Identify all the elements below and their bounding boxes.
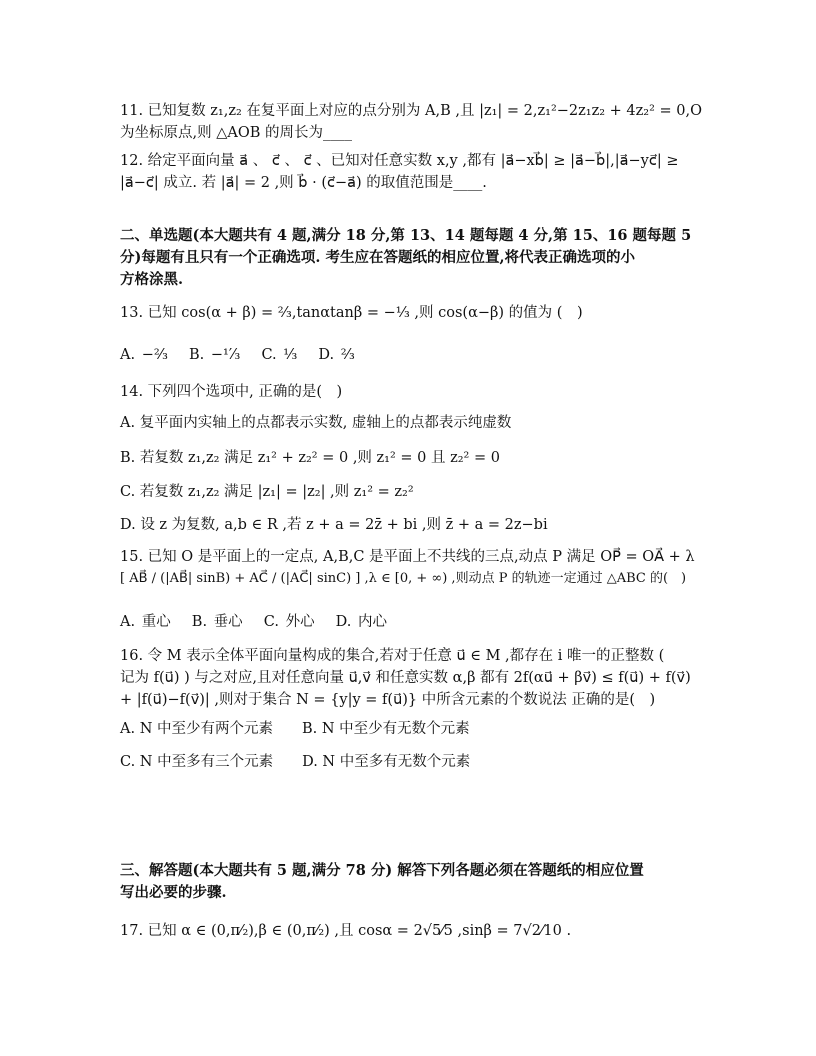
section-3-heading bbox=[120, 860, 700, 904]
q14-option-a: A. 复平面内实轴上的点都表示实数, 虚轴上的点都表示纯虚数 bbox=[120, 415, 512, 431]
q15-line1: 15. 已知 O 是平面上的一定点, A,B,C 是平面上不共线的三点,动点 P 满足 OP⃗ = OA⃗ + λ bbox=[120, 549, 695, 565]
q12-line2: |a⃗−c⃗| 成立. 若 |a⃗| = 2 ,则 b⃗ · (c⃗−a⃗) 的取值范围是____. bbox=[120, 175, 487, 191]
section3-line1: 三、解答题(本大题共有 5 题,满分 78 分) 解答下列各题必须在答题纸的相应位置 bbox=[120, 862, 644, 879]
section3-line2: 写出必要的步骤. bbox=[120, 884, 227, 901]
section2-line2: 分)每题有且只有一个正确选项. 考生应在答题纸的相应位置,将代表正确选项的小 bbox=[120, 249, 636, 266]
q13-options: A. −²⁄₃ B. −¹′⁄₃ C. ¹⁄₃ D. ²⁄₃ bbox=[120, 347, 355, 363]
q15-line2: [ AB⃗ / (|AB⃗| sinB) + AC⃗ / (|AC⃗| sinC) ] ,λ ∈ [0, + ∞) ,则动点 P 的轨迹一定通过 △ABC 的( ) bbox=[120, 571, 687, 586]
question-13 bbox=[120, 302, 700, 324]
section2-line1: 二、单选题(本大题共有 4 题,满分 18 分,第 13、14 题每题 4 分,第 15、16 题每题 5 bbox=[120, 227, 692, 244]
q11-line2: 为坐标原点,则 △AOB 的周长为____ bbox=[120, 125, 352, 141]
q17-line1: 17. 已知 α ∈ (0,π⁄₂),β ∈ (0,π⁄₂) ,且 cosα = 2√5⁄5 ,sinβ = 7√2⁄10 . bbox=[120, 923, 572, 939]
question-11 bbox=[120, 100, 700, 144]
q16-line3: + |f(u⃗)−f(v⃗)| ,则对于集合 N = {y|y = f(u⃗)} 中所含元素的个数说法 正确的是( ) bbox=[120, 692, 656, 708]
q16-options-ab: A. N 中至少有两个元素 B. N 中至少有无数个元素 bbox=[120, 721, 470, 737]
q15-options: A. 重心 B. 垂心 C. 外心 D. 内心 bbox=[120, 614, 388, 630]
question-16 bbox=[120, 645, 700, 711]
question-15 bbox=[120, 546, 700, 590]
q11-line1: 11. 已知复数 z₁,z₂ 在复平面上对应的点分别为 A,B ,且 |z₁| = 2,z₁²−2z₁z₂ + 4z₂² = 0,O bbox=[120, 103, 702, 119]
section-2-heading bbox=[120, 225, 700, 291]
q14-option-b: B. 若复数 z₁,z₂ 满足 z₁² + z₂² = 0 ,则 z₁² = 0 且 z₂² = 0 bbox=[120, 450, 500, 466]
q16-line1: 16. 令 M 表示全体平面向量构成的集合,若对于任意 u⃗ ∈ M ,都存在 i 唯一的正整数 ( bbox=[120, 648, 665, 664]
q14-option-d: D. 设 z 为复数, a,b ∈ R ,若 z + a = 2z̄ + bi ,则 z̄ + a = 2z−bi bbox=[120, 517, 548, 533]
question-17 bbox=[120, 920, 700, 942]
q13-stem: 13. 已知 cos(α + β) = ²⁄₃,tanαtanβ = −¹⁄₃ ,则 cos(α−β) 的值为 ( ) bbox=[120, 305, 583, 321]
question-12 bbox=[120, 150, 700, 194]
q12-line1: 12. 给定平面向量 a⃗ 、 c⃗ 、 c⃗ 、已知对任意实数 x,y ,都有 |a⃗−xb⃗| ≥ |a⃗−b⃗|,|a⃗−yc⃗| ≥ bbox=[120, 153, 679, 169]
q16-options-cd: C. N 中至多有三个元素 D. N 中至多有无数个元素 bbox=[120, 754, 471, 770]
q14-option-c: C. 若复数 z₁,z₂ 满足 |z₁| = |z₂| ,则 z₁² = z₂² bbox=[120, 484, 414, 500]
q14-stem: 14. 下列四个选项中, 正确的是( ) bbox=[120, 384, 343, 400]
q16-line2: 记为 f(u⃗) ) 与之对应,且对任意向量 u⃗,v⃗ 和任意实数 α,β 都有 2f(αu⃗ + βv⃗) ≤ f(u⃗) + f(v⃗) bbox=[120, 670, 691, 686]
section2-line3: 方格涂黑. bbox=[120, 271, 184, 288]
